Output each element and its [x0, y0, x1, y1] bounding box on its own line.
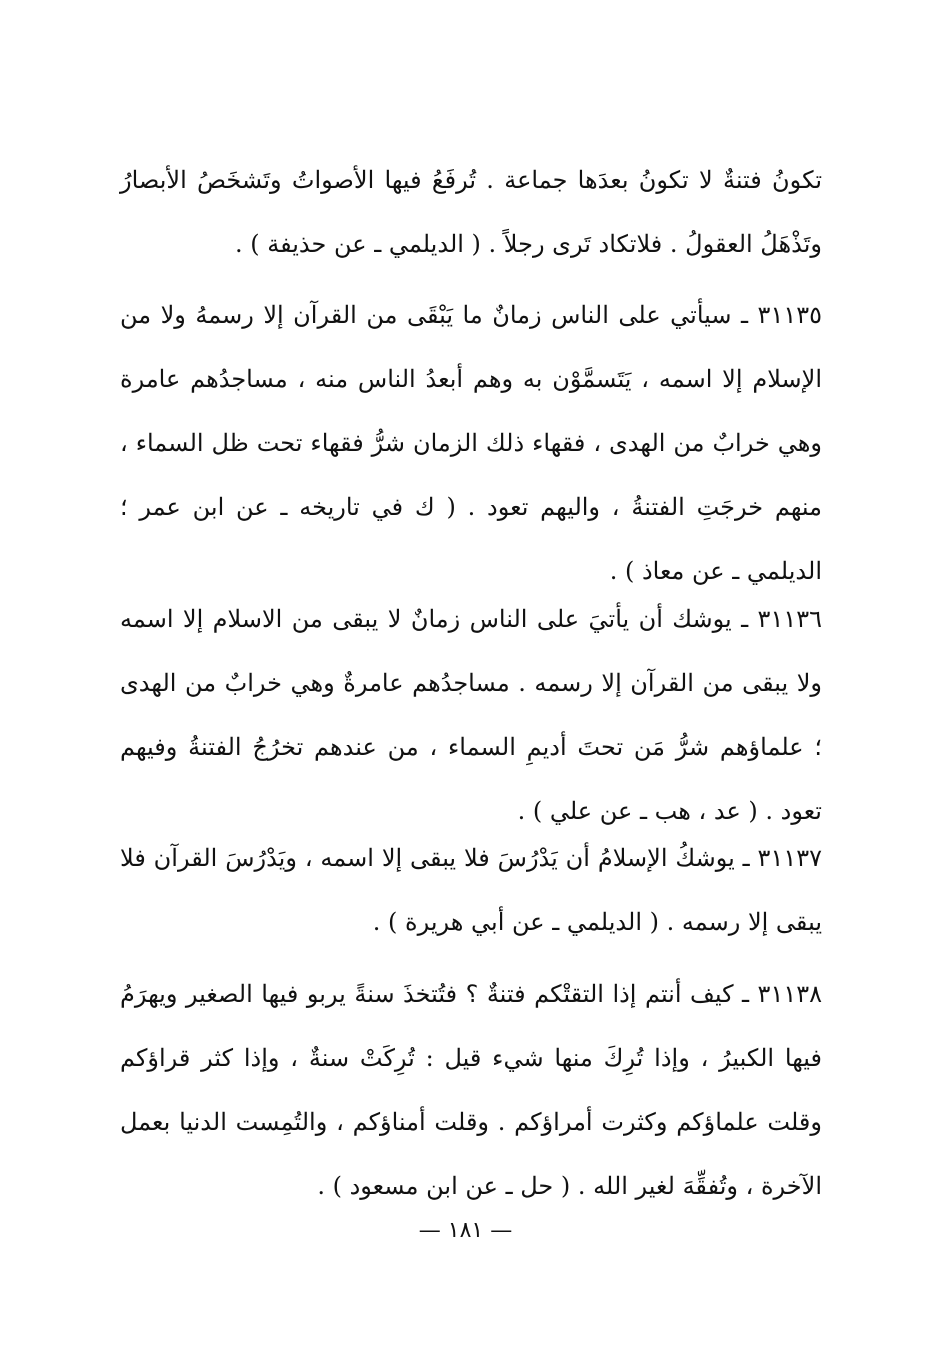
- paragraph-continuation: تكونُ فتنةٌ لا تكونُ بعدَها جماعة . تُرفَعُ فيها الأصواتُ وتَشخَصُ الأبصارُ وتَذْهَلُ العقولُ . فلاتكاد تَرى رجلاً . ( الديلمي ـ عن حذيفة ) .: [120, 166, 822, 258]
- hadith-31138: ٣١١٣٨ ـ كيف أنتم إذا التقتْكم فتنةٌ ؟ فتُتخذَ سنةً يربو فيها الصغير ويهرَمُ فيها الكبيرُ ، وإذا تُرِكَ منها شيء قيل : تُرِكَتْ سنةٌ ، وإذا كثر قراؤكم وقلت علماؤكم وكثرت أمراؤكم . وقلت أمناؤكم ، والتُمِست الدنيا بعمل الآخرة ، وتُفقِّهَ لغير الله . ( حل ـ عن ابن مسعود ) .: [120, 980, 822, 1200]
- hadith-31135: ٣١١٣٥ ـ سيأتي على الناس زمانٌ ما يَبْقَى من القرآن إلا رسمهُ ولا من الإسلام إلا اسمه ، يَتَسمَّوْن به وهم أبعدُ الناس منه ، مساجدُهم عامرة وهي خرابٌ من الهدى ، فقهاء ذلك الزمان شرُّ فقهاء تحت ظل السماء ، منهم خرجَتِ الفتنةُ ، واليهم تعود . ( ك في تاريخه ـ عن ابن عمر ؛ الديلمي ـ عن معاذ ) .: [120, 301, 823, 585]
- hadith-31137: ٣١١٣٧ ـ يوشكُ الإسلامُ أن يَدْرُسَ فلا يبقى إلا اسمه ، ويَدْرُسَ القرآن فلا يبقى إلا رسمه . ( الديلمي ـ عن أبي هريرة ) .: [120, 844, 822, 936]
- page-number: — ١٨١ —: [418, 1218, 513, 1243]
- hadith-31136: ٣١١٣٦ ـ يوشك أن يأتيَ على الناس زمانٌ لا يبقى من الاسلام إلا اسمه ولا يبقى من القرآن إلا رسمه . مساجدُهم عامرةٌ وهي خرابٌ من الهدى ؛ علماؤهم شرُّ مَن تحتَ أديمِ السماء ، من عندهم تخرُجُ الفتنةُ وفيهم تعود . ( عد ، هب ـ عن علي ) .: [120, 605, 822, 825]
